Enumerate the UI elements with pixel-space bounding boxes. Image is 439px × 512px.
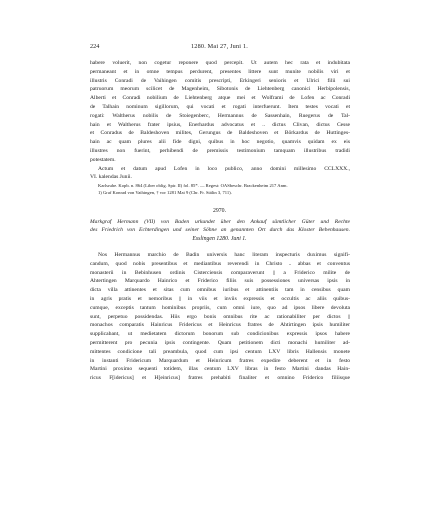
text-line: mittentes condicione tali preambula, quod cum ipsi centum LXV libris Hallensis monete — [90, 348, 350, 355]
footnote: 1) Graf Konrad von Vaihingen, † vor 1281 Mai 9 (Chr. Fr. Stälin 3, 711). — [98, 190, 232, 195]
regest-line: Markgraf Hermann (VII) von Baden urkundet über den Ankauf sämtlicher Güter und Rechte — [90, 219, 350, 225]
charter-number: 2970. — [212, 208, 227, 214]
text-line: in instanti Fridericum Marquardum et Heinricum fratres expedire deberent et in festo — [90, 357, 350, 364]
running-title: 1280. Mai 27, Juni 1. — [191, 43, 248, 50]
text-line: hain ac quam plures alii fide digni, quibus in hoc negotio, quamvis quidam ex eis — [90, 139, 350, 146]
text-line: Ahtertingen Marquardo Hainrico et Friderico filiis suis possessiones universas ipsis in — [90, 278, 350, 285]
text-line: supplicabant, ut medietatem dictorum bonorum sub condicionibus expressis ipsos habere — [90, 331, 350, 338]
text-line: monachos comparatis Hainricus Fridericus et Heinricus fratres de Ahtirtingen ipsis humiliter — [90, 322, 350, 329]
text-line: rogati: Waltherus nobilis de Stoiegenberc, Hermannus de Sassenhain, Ruegerus de Tal- — [90, 112, 350, 119]
charter-2970-text — [90, 251, 350, 383]
closing-line: Actum et datum apud Lofen in loco publico, anno domini millesimo CCLXXX., — [98, 165, 350, 172]
text-line: in agris pratis et nemoribus || in viis et inviis expressis et occultis ac aliis quibus- — [90, 295, 350, 302]
text-line: Alberti et Conradi nobilium de Liehtenberg atque mei et Wolframi de Lofen ac Conradi — [90, 95, 350, 102]
charter-dateline: Esslingen 1280. Juni 1. — [192, 236, 247, 242]
closing-line: VI. kalendas Junii. — [90, 174, 132, 181]
text-line: illustris Conradi de Vaihingen comitis prescripti, Erkingeri senioris et Ulrici filii sui — [90, 77, 350, 84]
charter-2969-notes — [98, 182, 350, 196]
text-line: dicta villa attinentes et sitas cum omnibus iuribus et attinentiis tam in censibus quam — [90, 287, 350, 294]
text-line: candum, quod nobis presentibus et mediantibus reverendi in Christo .. abbas et conventus — [90, 260, 350, 267]
text-line: hain et Waltherus frater ipsius, Enerhardus advocatus et .. dictus Clivan, dictus Cesse — [90, 121, 350, 128]
text-line: habere voluerit, non cogetur reponere quod percepit. Ut autem hec rata et indubitata — [90, 60, 350, 66]
text-line: permitterent pro pecunia ipsis contingente. Quam petitionem dicti monachi humiliter ad- — [90, 339, 350, 346]
text-line: potestatem. — [90, 156, 116, 163]
regest-line: des Friedrich von Echterdingen und seiner Söhne an genannten Ort durch das Kloster Bebenhausen. — [90, 227, 350, 233]
text-line: monasterii in Bebinhusen ordinis Cisterciensis comparaverunt || a Friderico milite de — [90, 269, 350, 276]
page-number: 224 — [90, 43, 100, 50]
charter-2969-text — [90, 59, 350, 182]
text-line: permaneant et in omne tempus perdurent, presentes littere sunt munite nobilis viri et — [90, 68, 350, 75]
text-line: patruorum meorum scilicet de Magenheim, Sibotonis de Liehtenberg canonici Herbipolensis, — [90, 86, 350, 93]
source-note: Karlsruhe. Kopb. n. 864 (Liber oblig. Spir. II) fol. 85*. — Regest: OASbeschr. Brackenheim 217 Anm. — [98, 183, 288, 188]
text-line: sunt, perpetuo possidendas. Hiis ergo bonis omnibus rite ac rationabiliter per dictos || — [90, 313, 350, 320]
text-line: illustres non fuerint, perhibendi de premissis testimonium tamquam illustribus tradidi — [90, 147, 350, 154]
text-line: cumque, exceptis tantum hominibus propriis, cum omni iure, quo ad ipsos libere devoluta — [90, 304, 350, 311]
charter-2970-regest — [90, 218, 350, 234]
text-line: Martini proximo sequenti totidem, illas centum LXV libras in festo Martini dandas Hain- — [90, 366, 350, 373]
text-line: Nos Hermannus marchio de Badin universis hanc literam inspecturis duximus signifi- — [98, 252, 350, 258]
text-line: ricus F[idericus] et H[einricus] fratres prehabiti finaliter et omnino Friderico filiisque — [90, 375, 350, 382]
text-line: et Conradus de Baldeshoven milites, Gerungus de Baldeshoven et Börkardus de Huttinges- — [90, 130, 350, 137]
text-line: de Talhain nominum sigillorum, qui vocati et rogati interfuerunt. Item testes vocati et — [90, 103, 350, 110]
